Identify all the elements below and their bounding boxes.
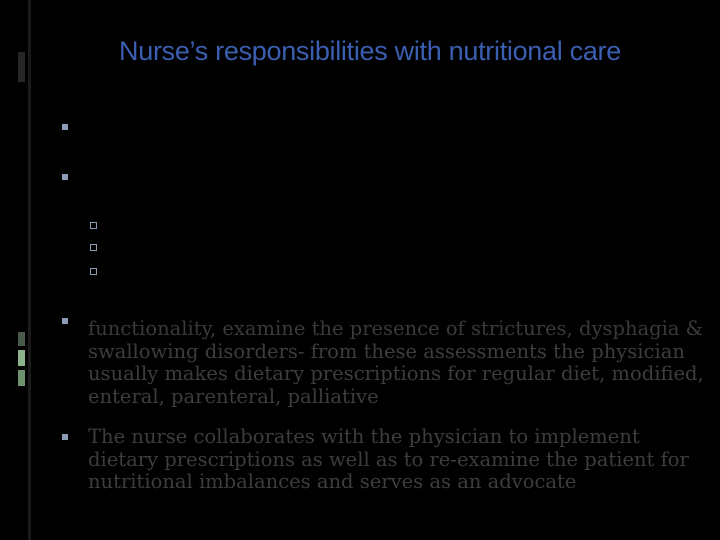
bullet-text: swallowing disorders- from these assessments the physician usually makes dietary prescriptions for regular diet, modified, enteral, parenteral, palliative bbox=[88, 339, 704, 408]
bullet-marker bbox=[62, 318, 68, 324]
bullet-paragraph bbox=[88, 317, 708, 422]
bullet-paragraph: The nurse collaborates with the physician to implement dietary prescriptions as well as to re-examine the patient for nutritional imbalances and serves as an advocate bbox=[88, 425, 689, 494]
accent-bar bbox=[18, 370, 25, 386]
bullet-marker bbox=[62, 434, 68, 440]
slide-left-border bbox=[28, 0, 31, 540]
accent-bar bbox=[18, 350, 25, 366]
sub-bullet-marker bbox=[90, 268, 97, 275]
sub-bullet-marker bbox=[90, 244, 97, 251]
slide-title: Nurse’s responsibilities with nutritional care bbox=[119, 36, 621, 66]
clipped-line: functionality, examine the presence of strictures, dysphagia & bbox=[88, 317, 704, 340]
bullet-marker bbox=[62, 124, 68, 130]
bullet-marker bbox=[62, 174, 68, 180]
accent-bar bbox=[18, 52, 25, 82]
sub-bullet-marker bbox=[90, 222, 97, 229]
accent-bar bbox=[18, 332, 25, 346]
